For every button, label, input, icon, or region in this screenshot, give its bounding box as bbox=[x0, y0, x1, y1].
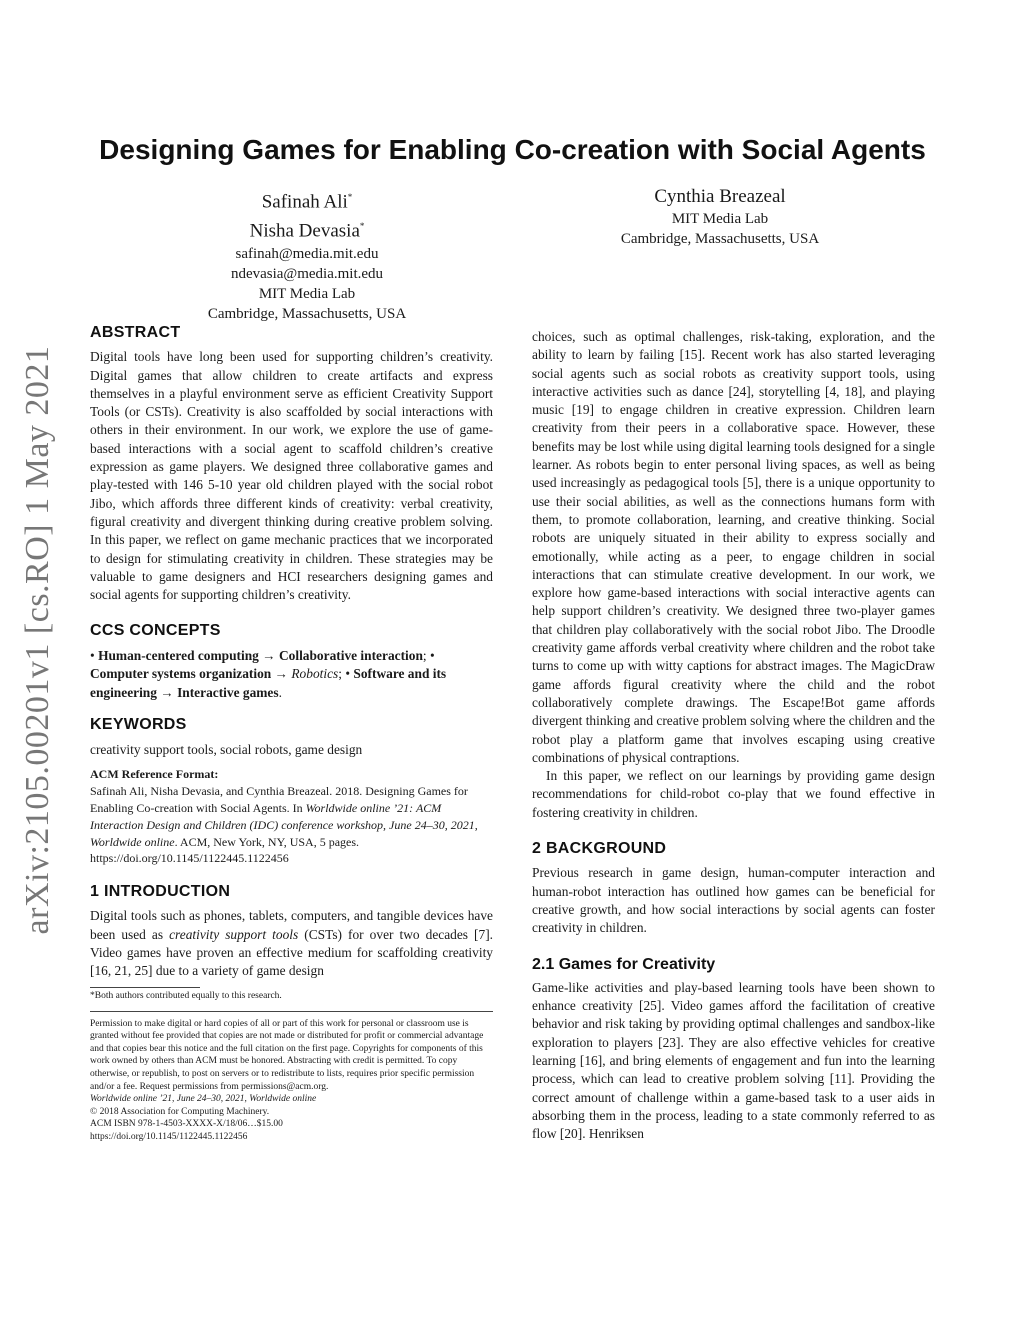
copyright-venue: Worldwide online ’21, June 24–30, 2021, Worldwide online bbox=[90, 1094, 317, 1105]
introduction-continued: choices, such as optimal challenges, risk-taking, exploration, and the ability to learn by failing [15]. Recent work has also started leveraging social agents such as social robots as creativity support tools, using interactive activities such as dance [24], storytelling [4, 18], and playing music [19] to engage children in creative expression. Children learn creativity from their peers in a collaborative space. However, these benefits may be lost while using digital learning tools designed for a single learner. As robots begin to enter personal living spaces, as well as being used increasingly as pedagogical tools [5], there is a unique opportunity to use their social abilities, as well as the connections humans form with them, to promote collaboration, learning, and creative thinking. Social robots are uniquely situated in their ability to express socially and emotionally, while acting as a peer, to engage children in social interactions that can stimulate creative development. In our work, we explore how game-based interactions with social interactive agents can help support children’s creativity. We designed three two-player games that children play collaboratively with the social robot Jibo. The Droodle creativity game affords verbal creativity where children and the robot take turns to come up with witty captions for abstract images. The MagicDraw game affords figural creativity where the child and the robot collaboratively complete drawings. The Escape!Bot game affords divergent thinking and creative problem solving where the children and the robot play a platform game that involves escaping using creative combinations of physical contraptions. bbox=[532, 329, 935, 765]
introduction-paragraph-2: In this paper, we reflect on our learnings by providing game design recommendations for child-robot co-play that we found effective in fostering creativity in children. bbox=[532, 768, 935, 820]
abstract-heading: ABSTRACT bbox=[90, 324, 181, 341]
right-column bbox=[532, 328, 935, 1143]
introduction-heading: 1 INTRODUCTION bbox=[90, 883, 231, 901]
background-heading: 2 BACKGROUND bbox=[532, 840, 667, 858]
author-affiliation-left: MIT Media Lab bbox=[258, 285, 356, 302]
author-email-1: safinah@media.mit.edu bbox=[235, 245, 379, 262]
keywords-heading: KEYWORDS bbox=[90, 716, 187, 734]
arxiv-stamp-text: arXiv:2105.00201v1 [cs.RO] 1 May 2021 bbox=[19, 345, 56, 935]
author-name-1: Safinah Ali* bbox=[261, 191, 353, 213]
author-location-left: Cambridge, Massachusetts, USA bbox=[207, 305, 407, 322]
author-block-left bbox=[152, 185, 462, 324]
author-name-3: Cynthia Breazeal bbox=[654, 186, 786, 207]
acm-reference-heading: ACM Reference Format: bbox=[90, 766, 219, 781]
arxiv-stamp bbox=[8, 345, 68, 935]
author-email-2: ndevasia@media.mit.edu bbox=[230, 265, 384, 282]
author-affiliation-right: MIT Media Lab bbox=[671, 211, 769, 227]
author-location-right: Cambridge, Massachusetts, USA bbox=[620, 231, 820, 247]
abstract-text: Digital tools have long been used for supporting children’s creativity. Digital games that allow children to create artifacts and express themselves in a playful environment serve as efficient Creativity Support Tools (or CSTs). Creativity is also scaffolded by social interactions with others in their environment. In our work, we explore the use of game-based interactions with a social agent to scaffold children’s creative expression as game players. We designed three collaborative games and play-tested with 146 5-10 year old children played with the social robot Jibo, which affords three different kinds of creativity: verbal creativity, figural creativity and divergent thinking during creative problem solving. In this paper, we reflect on game mechanic practices that we incorporated to design for stimulating creativity in children. These strategies may be valuable to game designers and HCI researchers designing games and social agents for supporting children’s creativity. bbox=[90, 349, 493, 603]
introduction-text: Digital tools such as phones, tablets, computers, and tangible devices have been used as creativity support tools (CSTs) for over two decades [7]. Video games have proven an effective medium for scaffolding creativity [16, 21, 25] due to a variety of game design bbox=[90, 908, 493, 979]
permission-text: Permission to make digital or hard copies of all or part of this work for personal or classroom use is granted without fee provided that copies are not made or distributed for profit or commercial advantage and that copies bear this notice and the full citation on the first page. Copyrights for components of this work owned by others than ACM must be honored. Abstracting with credit is permitted. To copy otherwise, or republish, to post on servers or to redistribute to lists, requires prior specific permission and/or a fee. Request permissions from permissions@acm.org. bbox=[90, 1018, 484, 1092]
copyright-association: © 2018 Association for Computing Machinery. bbox=[90, 1106, 270, 1117]
paper-title: Designing Games for Enabling Co-creation with Social Agents bbox=[99, 134, 926, 165]
acm-reference-text: Safinah Ali, Nisha Devasia, and Cynthia Breazeal. 2018. Designing Games for Enabling Co-creation with Social Agents. In Worldwide online ’21: ACM Interaction Design and Children (IDC) conference workshop, June 24–30, 2021, Worldwide online. ACM, New York, NY, USA, 5 pages. https://doi.org/10.1145/1122445.1122456 bbox=[90, 784, 478, 866]
ccs-concepts: • Human-centered computing → Collaborative interaction; • Computer systems organization → Robotics; • Software and its engineering → Interactive games. bbox=[90, 647, 447, 700]
copyright-rule bbox=[90, 1011, 493, 1012]
author-block-right bbox=[565, 185, 875, 249]
left-column bbox=[90, 324, 493, 1144]
copyright-isbn: ACM ISBN 978-1-4503-XXXX-X/18/06…$15.00 bbox=[90, 1119, 283, 1130]
background-text: Previous research in game design, human-computer interaction and human-robot interaction has outlined how games can be beneficial for creative growth, and how social interactions by social agents can foster creativity in children. bbox=[532, 865, 935, 936]
copyright-block bbox=[90, 1018, 493, 1144]
ccs-heading: CCS CONCEPTS bbox=[90, 622, 221, 640]
footnote-rule bbox=[90, 987, 200, 988]
author-name-2: Nisha Devasia* bbox=[249, 220, 365, 242]
keywords-text: creativity support tools, social robots, game design bbox=[90, 741, 363, 757]
games-creativity-text: Game-like activities and play-based learning tools have been shown to enhance creativity [25]. Video games afford the facilitation of creative behavior and risk taking by providing optimal challenges and sandbox-like exploration to players [23]. They are also effective vehicles for creative learning [16], and bring elements of engagement and fun into the learning process, which can lead to creative problem solving [11]. Providing the correct amount of challenge within a game-based task to a user aids in absorbing them in the process, leading to a state commonly referred to as flow [20]. Henriksen bbox=[532, 979, 935, 1142]
footnote: *Both authors contributed equally to this research. bbox=[90, 990, 282, 1001]
copyright-doi: https://doi.org/10.1145/1122445.1122456 bbox=[90, 1131, 248, 1142]
games-creativity-heading: 2.1 Games for Creativity bbox=[532, 955, 716, 973]
